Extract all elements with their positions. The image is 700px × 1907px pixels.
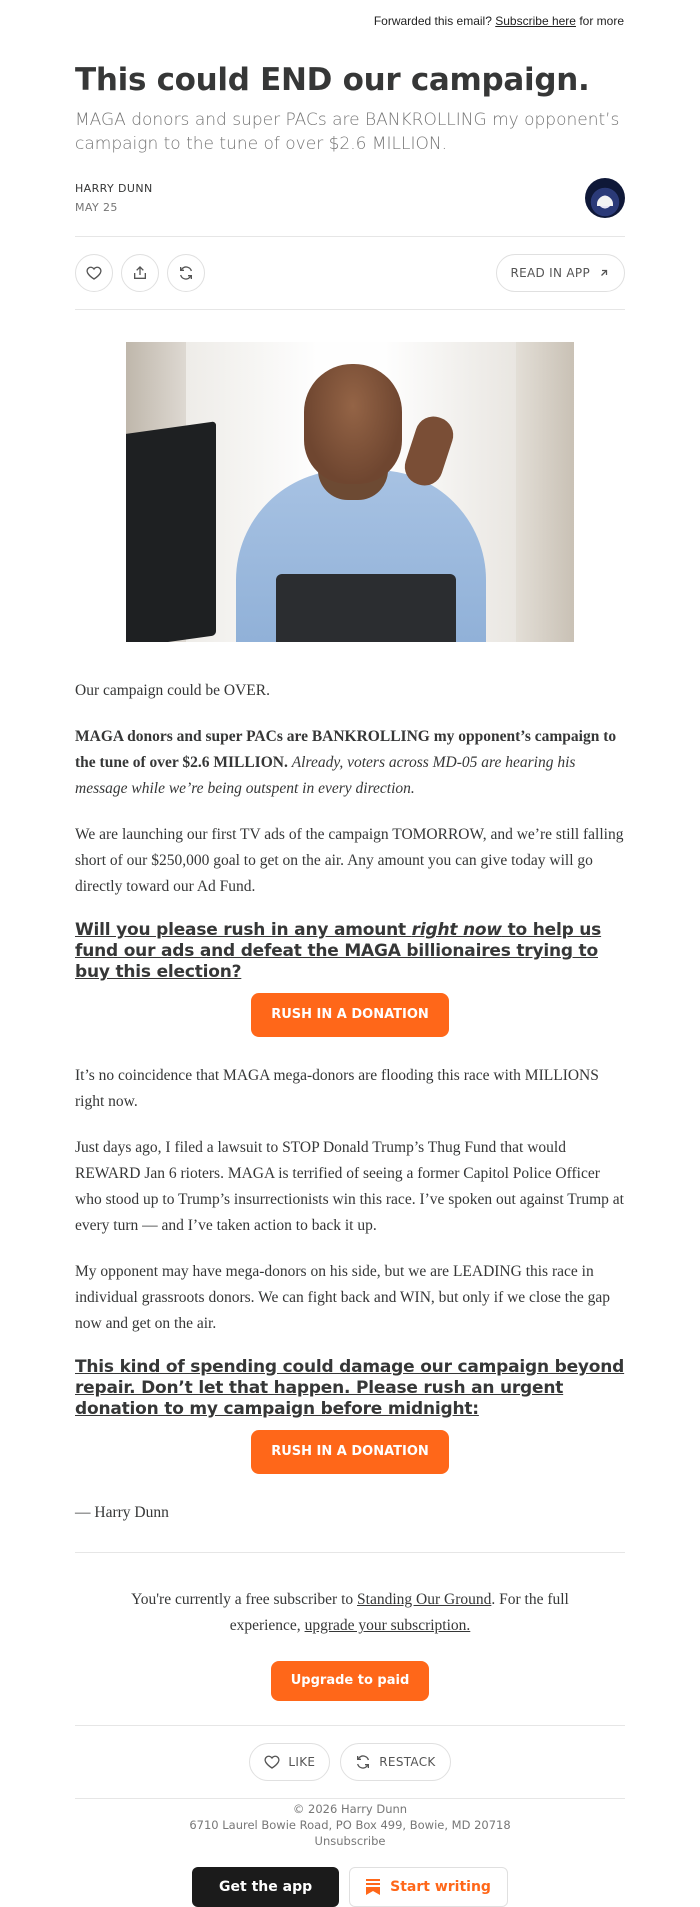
heart-icon <box>86 265 102 281</box>
paragraph: My opponent may have mega-donors on his side, but we are LEADING this race in individual grassroots donors. We can fight back and WIN, but only if we close the gap now and get on the air. <box>75 1263 610 1332</box>
bold-text: MAGA donors and super PACs are BANKROLLING my opponent’s campaign to the tune of over $2.6 MILLION. <box>75 728 617 771</box>
share-button[interactable] <box>121 254 159 292</box>
subscribe-link[interactable]: Subscribe here <box>495 14 576 28</box>
publication-avatar[interactable] <box>585 178 625 218</box>
paragraph: Just days ago, I filed a lawsuit to STOP Donald Trump’s Thug Fund that would REWARD Jan 6 rioters. MAGA is terrified of seeing a former Capitol Police Officer who stood up to Trump’s insurrectionists win this race. I’ve spoken out against Trump at every turn — and I’ve taken action to back it up. <box>75 1139 624 1234</box>
footer-actions <box>75 1726 625 1798</box>
footer-restack-button[interactable] <box>340 1743 450 1781</box>
divider <box>75 309 625 310</box>
cta-heading[interactable]: This kind of spending could damage our campaign beyond repair. Don’t let that happen. Please rush an urgent donation to my campaign before midnight: <box>75 1357 625 1419</box>
heart-icon <box>264 1754 280 1770</box>
forward-suffix: for more <box>579 14 624 28</box>
author-name[interactable]: HARRY DUNN <box>75 182 153 195</box>
restack-icon <box>355 1754 371 1770</box>
paragraph: Our campaign could be OVER. <box>75 682 270 699</box>
byline <box>75 176 625 220</box>
read-in-app-label: READ IN APP <box>510 266 590 280</box>
cta-heading[interactable]: Will you please rush in any amount right now to help us fund our ads and defeat the MAGA billionaires trying to buy this election? <box>75 920 602 982</box>
donate-button[interactable]: RUSH IN A DONATION <box>251 1430 449 1474</box>
get-app-button[interactable]: Get the app <box>192 1867 339 1907</box>
paragraph <box>75 724 625 802</box>
hero-photo <box>126 342 574 642</box>
footer <box>75 1799 625 1849</box>
publication-link[interactable]: Standing Our Ground <box>357 1591 492 1608</box>
share-icon <box>132 265 148 281</box>
read-in-app-button[interactable] <box>496 254 626 292</box>
post-date: MAY 25 <box>75 201 118 214</box>
post-subtitle: MAGA donors and super PACs are BANKROLLING my opponent’s campaign to the tune of over $2.6 MILLION. <box>75 110 620 154</box>
monitor-shape <box>126 421 216 642</box>
italic-text: Already, voters across MD-05 are hearing his message while we’re being outspent in every direction. <box>75 754 576 797</box>
laptop-shape <box>276 574 456 642</box>
post-title: This could END our campaign. <box>75 62 590 98</box>
start-writing-label: Start writing <box>390 1879 491 1895</box>
post-body <box>75 678 625 1526</box>
bookmark-logo-icon <box>366 1879 380 1895</box>
restack-icon <box>178 265 194 281</box>
action-bar <box>75 237 625 309</box>
forward-banner <box>0 0 700 36</box>
subscription-notice: You're currently a free subscriber to Standing Our Ground. For the full experience, upgrade your subscription. Upgrade to paid <box>75 1553 625 1725</box>
restack-label: RESTACK <box>379 1755 436 1769</box>
address: 6710 Laurel Bowie Road, PO Box 499, Bowie, MD 20718 <box>189 1818 511 1832</box>
copyright: © 2026 Harry Dunn <box>292 1802 408 1816</box>
paragraph: We are launching our first TV ads of the campaign TOMORROW, and we’re still falling short of our $250,000 goal to get on the air. Any amount you can give today will go directly toward our Ad Fund. <box>75 826 624 895</box>
footer-like-button[interactable] <box>249 1743 330 1781</box>
like-button[interactable] <box>75 254 113 292</box>
arrow-up-right-icon <box>598 267 610 279</box>
forward-prefix: Forwarded this email? <box>373 14 492 28</box>
donate-button[interactable]: RUSH IN A DONATION <box>251 993 449 1037</box>
paragraph: It’s no coincidence that MAGA mega-donors are flooding this race with MILLIONS right now. <box>75 1067 599 1110</box>
unsubscribe-link[interactable]: Unsubscribe <box>314 1834 386 1848</box>
signoff: — Harry Dunn <box>75 1504 169 1521</box>
upgrade-link[interactable]: upgrade your subscription. <box>304 1617 471 1634</box>
like-label: LIKE <box>288 1755 316 1769</box>
upgrade-button[interactable]: Upgrade to paid <box>271 1661 430 1701</box>
start-writing-button[interactable] <box>349 1867 508 1907</box>
app-buttons <box>75 1867 625 1907</box>
restack-button[interactable] <box>167 254 205 292</box>
